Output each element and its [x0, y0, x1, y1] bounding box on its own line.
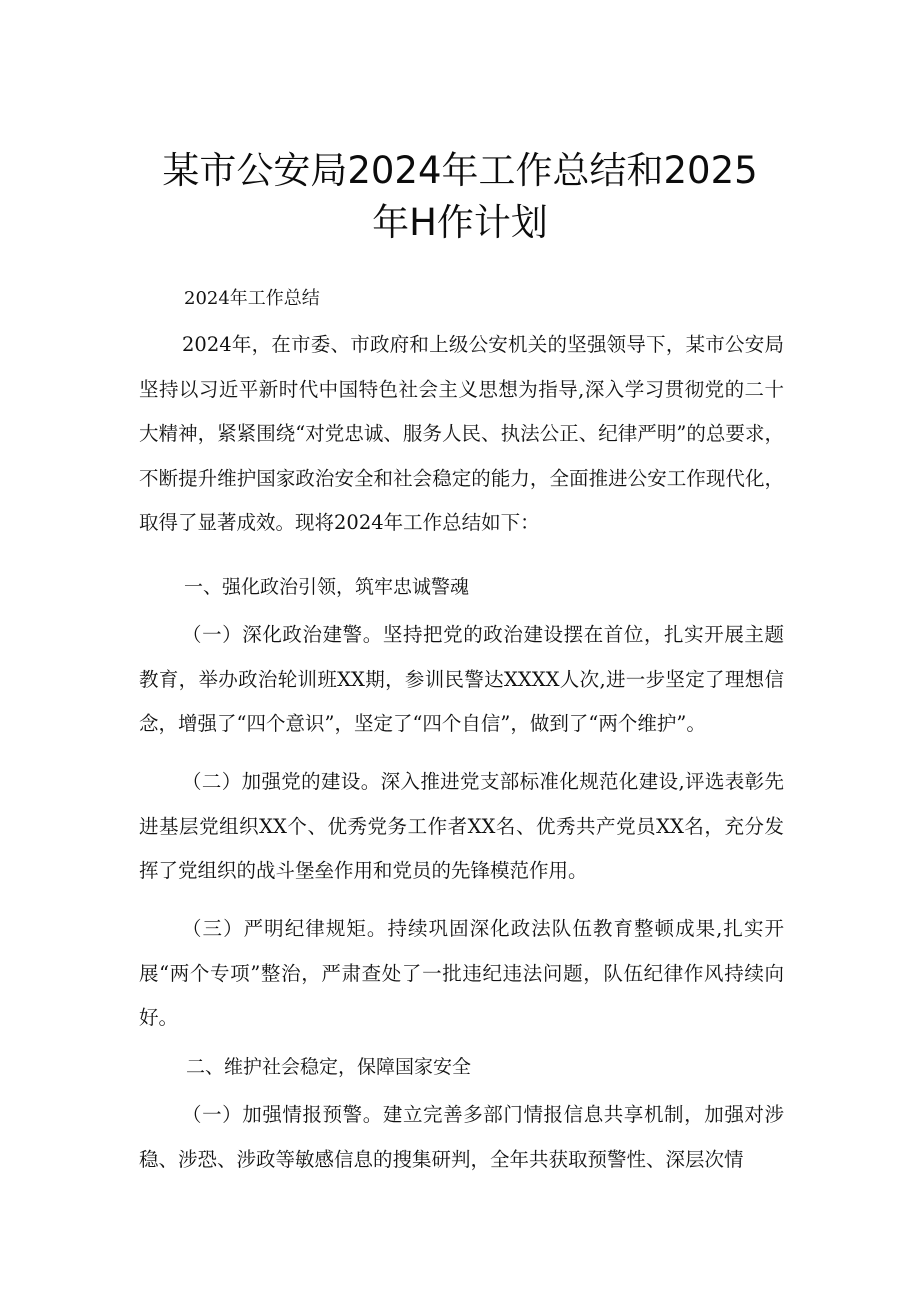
paragraph-intelligence-warning: （一）加强情报预警。建立完善多部门情报信息共享机制，加强对涉稳、涉恐、涉政等敏感信息的搜集研判，全年共获取预警性、深层次情 [139, 1103, 784, 1171]
paragraph-party-building: （二）加强党的建设。深入推进党支部标准化规范化建设,评选表彰先进基层党组织XX个、优秀党务工作者XX名、优秀共产党员XX名，充分发挥了党组织的战斗堡垒作用和党员的先锋模范作用。 [139, 770, 784, 882]
section-title: 2024年工作总结 [184, 288, 320, 309]
heading-political-leadership: 一、强化政治引领，筑牢忠诚警魂 [184, 576, 470, 598]
paragraph-discipline: （三）严明纪律规矩。持续巩固深化政法队伍教育整顿成果,扎实开展“两个专项”整治，严肃查处了一批违纪违法问题，队伍纪律作风持续向好。 [139, 917, 784, 1029]
intro-paragraph: 2024年，在市委、市政府和上级公安机关的坚强领导下，某市公安局坚持以习近平新时代中国特色社会主义思想为指导,深入学习贯彻党的二十大精神，紧紧围绕“对党忠诚、服务人民、执法公正、纪律严明”的总要求，不断提升维护国家政治安全和社会稳定的能力，全面推进公安工作现代化，取得了显著成效。现将2024年工作总结如下： [139, 333, 784, 534]
heading-social-stability: 二、维护社会稳定，保障国家安全 [186, 1056, 472, 1078]
document-title-line-2: 年H作计划 [372, 201, 548, 244]
paragraph-political-policing: （一）深化政治建警。坚持把党的政治建设摆在首位，扎实开展主题教育，举办政治轮训班XX期，参训民警达XXXX人次,进一步坚定了理想信念，增强了“四个意识”，坚定了“四个自信”，做到了“两个维护”。 [139, 623, 784, 735]
document-title-line-1: 某市公安局2024年工作总结和2025 [162, 149, 758, 192]
